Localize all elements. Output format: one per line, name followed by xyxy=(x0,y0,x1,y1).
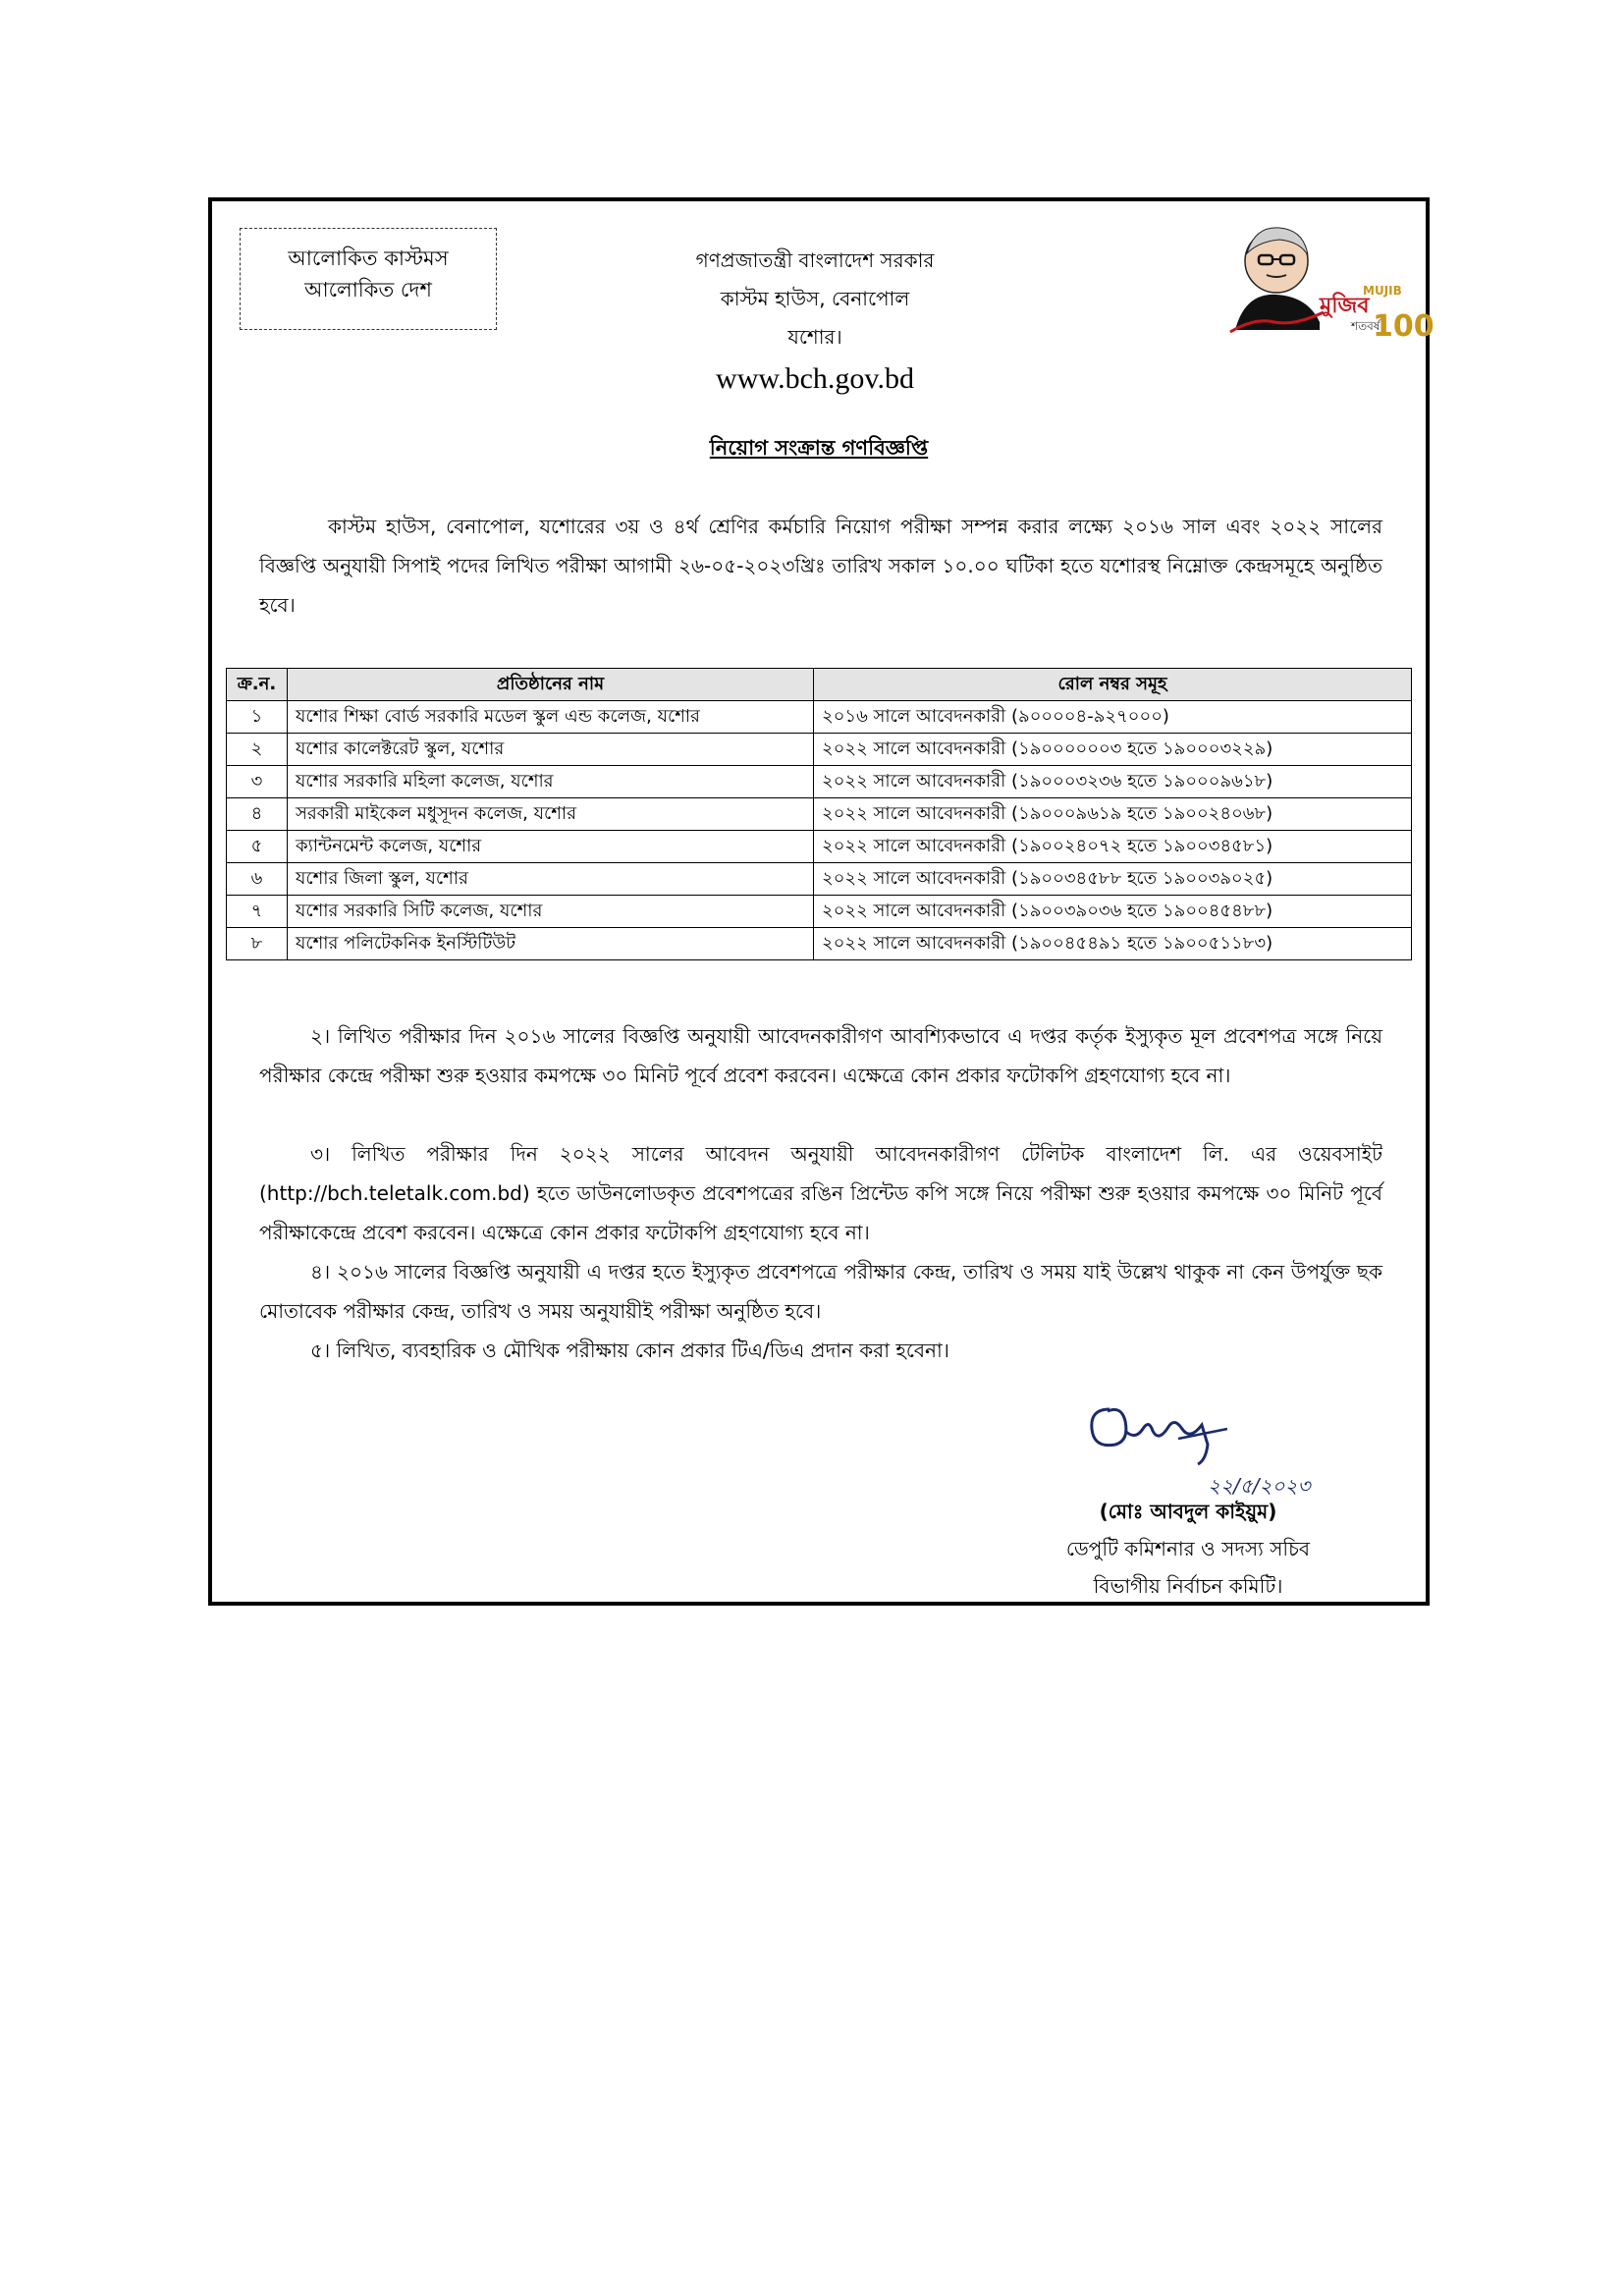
table-row xyxy=(227,798,1412,831)
row-serial: ৮ xyxy=(227,928,288,960)
row-serial: ৩ xyxy=(227,766,288,798)
row-roll: ২০২২ সালে আবেদনকারী (১৯০০০৯৬১৯ হতে ১৯০০২৪০৬৮) xyxy=(814,798,1412,831)
row-institution: সরকারী মাইকেল মধুসূদন কলেজ, যশোর xyxy=(288,798,814,831)
row-institution: যশোর শিক্ষা বোর্ড সরকারি মডেল স্কুল এন্ড কলেজ, যশোর xyxy=(288,701,814,734)
logo-text-en: MUJIB xyxy=(1363,284,1402,298)
row-serial: ৪ xyxy=(227,798,288,831)
row-institution: যশোর জিলা স্কুল, যশোর xyxy=(288,863,814,896)
website-text: www.bch.gov.bd xyxy=(716,362,914,395)
government-name: গণপ্রজাতন্ত্রী বাংলাদেশ সরকার xyxy=(695,248,935,272)
paragraph-2: ২। লিখিত পরীক্ষার দিন ২০১৬ সালের বিজ্ঞপ্তি অনুযায়ী আবেদনকারীগণ আবশ্যিকভাবে এ দপ্তর কর্তৃক ইস্যুকৃত মূল প্রবেশপত্র সঙ্গে নিয়ে পরীক্ষার কেন্দ্রে পরীক্ষা শুরু হওয়ার কমপক্ষে ৩০ মিনিট পূর্বে প্রবেশ করবেন। এক্ষেত্রে কোন প্রকার ফটোকপি গ্রহণযোগ্য হবে না। xyxy=(259,1024,1382,1087)
mujib-100-logo-icon xyxy=(1225,214,1435,344)
handwritten-signature xyxy=(1080,1370,1316,1498)
row-roll: ২০২২ সালে আবেদনকারী (১৯০০২৪০৭২ হতে ১৯০০৩৪৫৮১) xyxy=(814,831,1412,863)
signatory-designation-1: ডেপুটি কমিশনার ও সদস্য সচিব xyxy=(1065,1537,1311,1560)
row-institution: যশোর সরকারি সিটি কলেজ, যশোর xyxy=(288,896,814,928)
office-header xyxy=(550,242,1080,402)
office-location: যশোর। xyxy=(787,325,842,349)
table-row xyxy=(227,928,1412,960)
logo-text-num: 100 xyxy=(1373,309,1435,344)
table-header-row xyxy=(227,669,1412,701)
slogan-line-1: আলোকিত কাস্টমস xyxy=(288,246,449,270)
header-institution: প্রতিষ্ঠানের নাম xyxy=(288,669,814,701)
row-roll: ২০২২ সালে আবেদনকারী (১৯০০০০০০৩ হতে ১৯০০০৩২২৯) xyxy=(814,734,1412,766)
row-serial: ৭ xyxy=(227,896,288,928)
slogan-box xyxy=(240,228,497,330)
row-roll: ২০১৬ সালে আবেদনকারী (৯০০০০৪-৯২৭০০০) xyxy=(814,701,1412,734)
row-institution: যশোর পলিটেকনিক ইনস্টিটিউট xyxy=(288,928,814,960)
row-roll: ২০২২ সালে আবেদনকারী (১৯০০০৩২৩৬ হতে ১৯০০০৯৬১৮) xyxy=(814,766,1412,798)
table-row xyxy=(227,701,1412,734)
signatory-designation-2: বিভাগীয় নির্বাচন কমিটি। xyxy=(1093,1574,1283,1598)
table-row xyxy=(227,831,1412,863)
table-row xyxy=(227,766,1412,798)
row-roll: ২০২২ সালে আবেদনকারী (১৯০০৪৫৪৯১ হতে ১৯০০৫১১৮৩) xyxy=(814,928,1412,960)
header-serial: ক্র.ন. xyxy=(227,669,288,701)
row-serial: ৫ xyxy=(227,831,288,863)
row-serial: ১ xyxy=(227,701,288,734)
row-institution: ক্যান্টনমেন্ট কলেজ, যশোর xyxy=(288,831,814,863)
row-serial: ২ xyxy=(227,734,288,766)
logo-text-main: মুজিব xyxy=(1320,294,1370,318)
signature-block xyxy=(982,1493,1394,1605)
intro-paragraph: কাস্টম হাউস, বেনাপোল, যশোরের ৩য় ও ৪র্থ শ্রেণির কর্মচারি নিয়োগ পরীক্ষা সম্পন্ন করার লক্ষ্যে ২০১৬ সাল এবং ২০২২ সালের বিজ্ঞপ্তি অনুযায়ী সিপাই পদের লিখিত পরীক্ষা আগামী ২৬-০৫-২০২৩খ্রিঃ তারিখ সকাল ১০.০০ ঘটিকা হতে যশোরস্থ নিম্নোক্ত কেন্দ্রসমূহে অনুষ্ঠিত হবে। xyxy=(259,515,1382,617)
paragraph-4: ৪। ২০১৬ সালের বিজ্ঞপ্তি অনুযায়ী এ দপ্তর হতে ইস্যুকৃত প্রবেশপত্রে পরীক্ষার কেন্দ্র, তারিখ ও সময় যাই উল্লেখ থাকুক না কেন উপর্যুক্ত ছক মোতাবেক পরীক্ষার কেন্দ্র, তারিখ ও সময় অনুযায়ীই পরীক্ষা অনুষ্ঠিত হবে। xyxy=(259,1260,1382,1323)
notice-title: নিয়োগ সংক্রান্ত গণবিজ্ঞপ্তি xyxy=(709,436,929,460)
office-name: কাস্টম হাউস, বেনাপোল xyxy=(720,287,910,310)
table-row xyxy=(227,863,1412,896)
row-roll: ২০২২ সালে আবেদনকারী (১৯০০৩৯০৩৬ হতে ১৯০০৪৫৪৮৮) xyxy=(814,896,1412,928)
handwritten-date: ২২/৫/২০২৩ xyxy=(1208,1474,1311,1498)
table-row xyxy=(227,896,1412,928)
slogan-line-2: আলোকিত দেশ xyxy=(304,278,432,301)
signatory-name: (মোঃ আবদুল কাইয়ুম) xyxy=(1099,1500,1277,1523)
table-row xyxy=(227,734,1412,766)
paragraph-5: ৫। লিখিত, ব্যবহারিক ও মৌখিক পরীক্ষায় কোন প্রকার টিএ/ডিএ প্রদান করা হবেনা। xyxy=(310,1339,949,1362)
row-institution: যশোর সরকারি মহিলা কলেজ, যশোর xyxy=(288,766,814,798)
row-roll: ২০২২ সালে আবেদনকারী (১৯০০৩৪৫৮৮ হতে ১৯০০৩৯০২৫) xyxy=(814,863,1412,896)
paragraph-3: ৩। লিখিত পরীক্ষার দিন ২০২২ সালের আবেদন অনুযায়ী আবেদনকারীগণ টেলিটক বাংলাদেশ লি. এর ওয়েবসাইট (http://bch.teletalk.com.bd) হতে ডাউনলোডকৃত প্রবেশপত্রের রঙিন প্রিন্টেড কপি সঙ্গে নিয়ে পরীক্ষা শুরু হওয়ার কমপক্ষে ৩০ মিনিট পূর্বে পরীক্ষাকেন্দ্রে প্রবেশ করবেন। এক্ষেত্রে কোন প্রকার ফটোকপি গ্রহণযোগ্য হবে না। xyxy=(259,1142,1382,1244)
row-serial: ৬ xyxy=(227,863,288,896)
exam-centers-table xyxy=(226,668,1412,960)
logo-text-sub: শতবর্ষ xyxy=(1351,319,1380,333)
row-institution: যশোর কালেক্টরেট স্কুল, যশোর xyxy=(288,734,814,766)
header-roll: রোল নম্বর সমূহ xyxy=(814,669,1412,701)
